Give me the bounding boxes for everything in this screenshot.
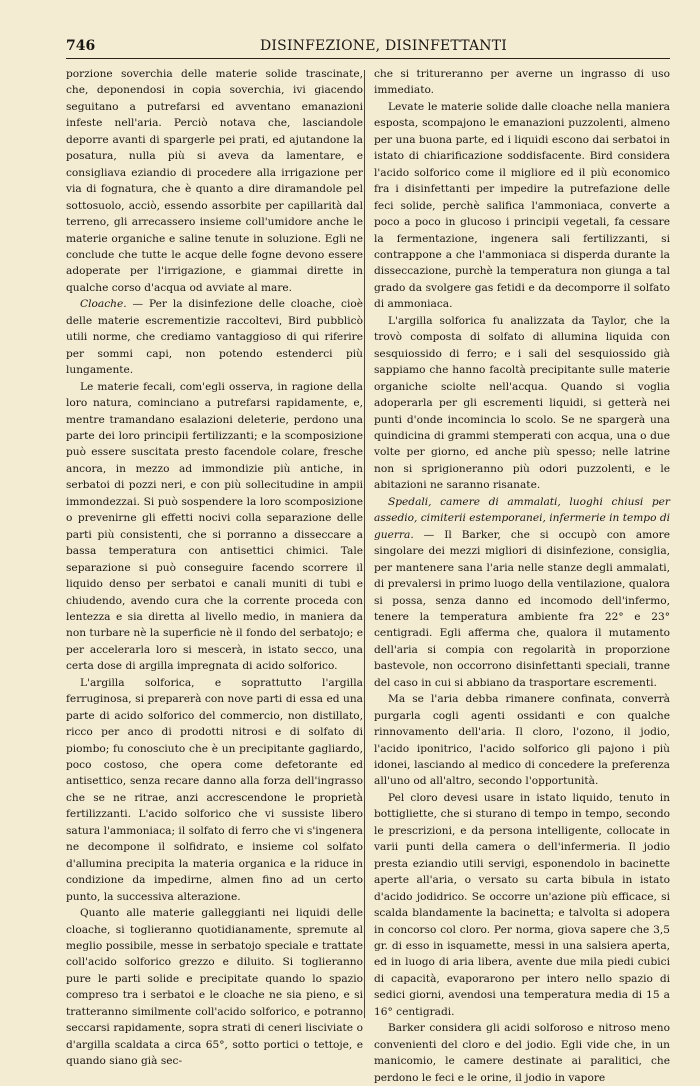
paragraph: L'argilla solforica, e soprattutto l'argilla ferruginosa, si preparerà con nove parti di essa ed una parte di acido solforico del commercio, non distillato, ricco per anco di prodotti nitrosi e di solfato di piombo; fu conosciuto che è un precipitante gagliardo, poco costoso, che opera come defetorante ed antisettico, senza recare danno alla forza dell'ingrasso che se ne ritrae, anzi accrescendone le proprietà fertilizzanti. L'acido solforico che vi sussiste libero satura l'ammoniaca; il solfato di ferro che vi s'ingenera ne decompone il solfidrato, e insieme col solfato d'allumina precipita la materia organica e la riduce in condizione da impedirne, almen fino ad un certo punto, la successiva alterazione.	[66, 676, 363, 903]
section-lead: Cloache.	[80, 298, 127, 311]
section-lead: Spedali, camere di ammalati, luoghi chiusi per assedio, cimiterii estemporanei, infermerie in tempo di guerra.	[374, 495, 670, 541]
paragraph-spedali	[374, 494, 670, 691]
paragraph: Pel cloro devesi usare in istato liquido, tenuto in bottigliette, che si sturano di tempo in tempo, secondo le prescrizioni, e da persona intelligente, collocate in varii punti della camera o dell'infermeria. Il jodio presta eziandio utili servigi, esponendolo in bacinette aperte all'aria, o versato su carta bibula in istato d'acido jodidrico. Se occorre un'azione più efficace, si scalda blandamente la bacinetta; e talvolta si adopera in concorso col cloro. Per norma, giova sapere che 3,5 gr. di esso in isquamette, messi in una salsiera aperta, ed in luogo di aria libera, avente due mila piedi cubici di capacità, evaporarono per intero nello spazio di sedici giorni, avendosi una temperatura media di 15 a 16° centigradi.	[374, 791, 670, 1018]
column-divider	[364, 70, 365, 1018]
left-column	[66, 66, 363, 1070]
paragraph: Levate le materie solide dalle cloache nella maniera esposta, scompajono le emanazioni puzzolenti, almeno per una buona parte, ed i liquidi escono dai serbatoi in istato di chiarificazione soddisfacente. Bird considera l'acido solforico come il migliore ed il più economico fra i disinfettanti per impedire la putrefazione delle feci solide, perchè salifica l'ammoniaca, converte a poco a poco in glucoso i principii vegetali, fa cessare la fermentazione, ingenera sali fertilizzanti, si contrappone a che l'ammoniaca si disperda durante la disseccazione, purchè la temperatura non giunga a tal grado da svolgere gas fetidi e da decomporre il solfato di ammoniaca.	[374, 100, 670, 311]
paragraph: porzione soverchia delle materie solide trascinate, che, deponendosi in copia soverchia, ivi giacendo seguitano a putrefarsi ed avventano emanazioni infeste nell'aria. Perciò notava che, lasciandole deporre avanti di spargerle pei prati, ed ajutandone la posatura, nulla più si aveva da lamentare, e consigliava eziandio di procedere alla irrigazione per via di fognatura, che è quanto a dire diramandole pel sottosuolo, acciò, essendo assorbite per capillarità dal terreno, gli arrecassero insieme coll'umidore anche le materie organiche e saline tenute in soluzione. Egli ne conclude che tutte le acque delle fogne devono essere adoperate per l'irrigazione, e giammai dirette in qualche corso d'acqua od avviate al mare.	[66, 68, 363, 294]
paragraph: Barker considera gli acidi solforoso e nitroso meno convenienti del cloro e del jodio. Egli vide che, in un manicomio, le camere destinate ai paralitici, che perdono le feci e le orine, il jodio in vapore	[374, 1022, 670, 1084]
page-header	[66, 38, 670, 59]
paragraph: L'argilla solforica fu analizzata da Taylor, che la trovò composta di solfato di allumina liquida con sesquiossido di ferro; e i sali del sesquiossido già sappiamo che hanno facoltà precipitante sulle materie organiche sciolte nell'acqua. Quando si voglia adoperarla per gli escrementi liquidi, si getterà nei punti d'onde incomincia lo scolo. Se ne spargerà una quindicina di grammi stemperati con acqua, una o due volte per giorno, ed anche più spesso; nelle latrine non si sprigioneranno più odori puzzolenti, e le abitazioni ne saranno risanate.	[374, 314, 670, 492]
running-head: DISINFEZIONE, DISINFETTANTI	[260, 38, 508, 54]
paragraph: Le materie fecali, com'egli osserva, in ragione della loro natura, cominciano a putrefarsi rapidamente, e, mentre tramandano esalazioni deleterie, perdono una parte dei loro principii fertilizzanti; e la scomposizione può essere suscitata presto facendole colare, fresche ancora, in mezzo ad immondizie più antiche, in serbatoi di pozzi neri, e con più sollecitudine in ampii immondezzai. Si può sospendere la loro scomposizione o prevenirne gli effetti nocivi colla separazione delle parti più consistenti, che si porranno a disseccare a bassa temperatura con antisettici chimici. Tale separazione si può conseguire facendo scorrere il liquido denso per serbatoi e canali muniti di tubi e chiudendo, avendo cura che la corrente proceda con lentezza e sia diretta al livello medio, in maniera da non turbare nè la superficie nè il fondo del serbatojo; e per accelerarla loro si mescerà, in istato secco, una certa dose di argilla impregnata di acido solforico.	[66, 380, 363, 673]
paragraph-cloache	[66, 296, 363, 378]
paragraph: che si tritureranno per averne un ingrasso di uso immediato.	[374, 68, 670, 97]
page-number: 746	[66, 38, 96, 54]
right-column	[374, 66, 670, 1086]
paragraph: Quanto alle materie galleggianti nei liquidi delle cloache, si toglieranno quotidianamente, spremute al meglio possibile, messe in serbatojo speciale e trattate coll'acido solforico grezzo e diluito. Si toglieranno pure le parti solide e precipitate quando lo spazio compreso tra i serbatoi e le cloache ne sia pieno, e si tratteranno similmente coll'acido solforico, e potranno seccarsi rapidamente, sopra strati di ceneri lisciviate o d'argilla scaldata a circa 65°, sotto portici o tettoje, e quando siano già sec-	[66, 907, 363, 1068]
paragraph-text: — Per la disinfezione delle cloache, cioè delle materie escrementizie raccoltevi, Bird pubblicò utili norme, che crediamo vantaggioso di qui riferire per sommi capi, non potendo estenderci più lungamente.	[66, 298, 363, 377]
paragraph: Ma se l'aria debba rimanere confinata, converrà purgarla cogli agenti ossidanti e con qualche rinnovamento dell'aria. Il cloro, l'ozono, il jodio, l'acido iponitrico, l'acido solforico gli pajono i più idonei, lasciando al medico di concedere la preferenza all'uno od all'altro, secondo l'opportunità.	[374, 693, 670, 788]
paragraph-text: — Il Barker, che si occupò con amore singolare dei mezzi migliori di disinfezione, consiglia, per mantenere sana l'aria nelle stanze degli ammalati, di prevalersi in primo luogo della ventilazione, qualora si possa, senza danno ed incomodo dell'infermo, tenere la temperatura ambiente fra 22° e 23° centigradi. Egli afferma che, qualora il mutamento dell'aria si compia con regolarità in proporzione bastevole, non occorrono disinfettanti speciali, tranne del caso in cui si abbiano da trasportare escrementi.	[374, 528, 670, 689]
